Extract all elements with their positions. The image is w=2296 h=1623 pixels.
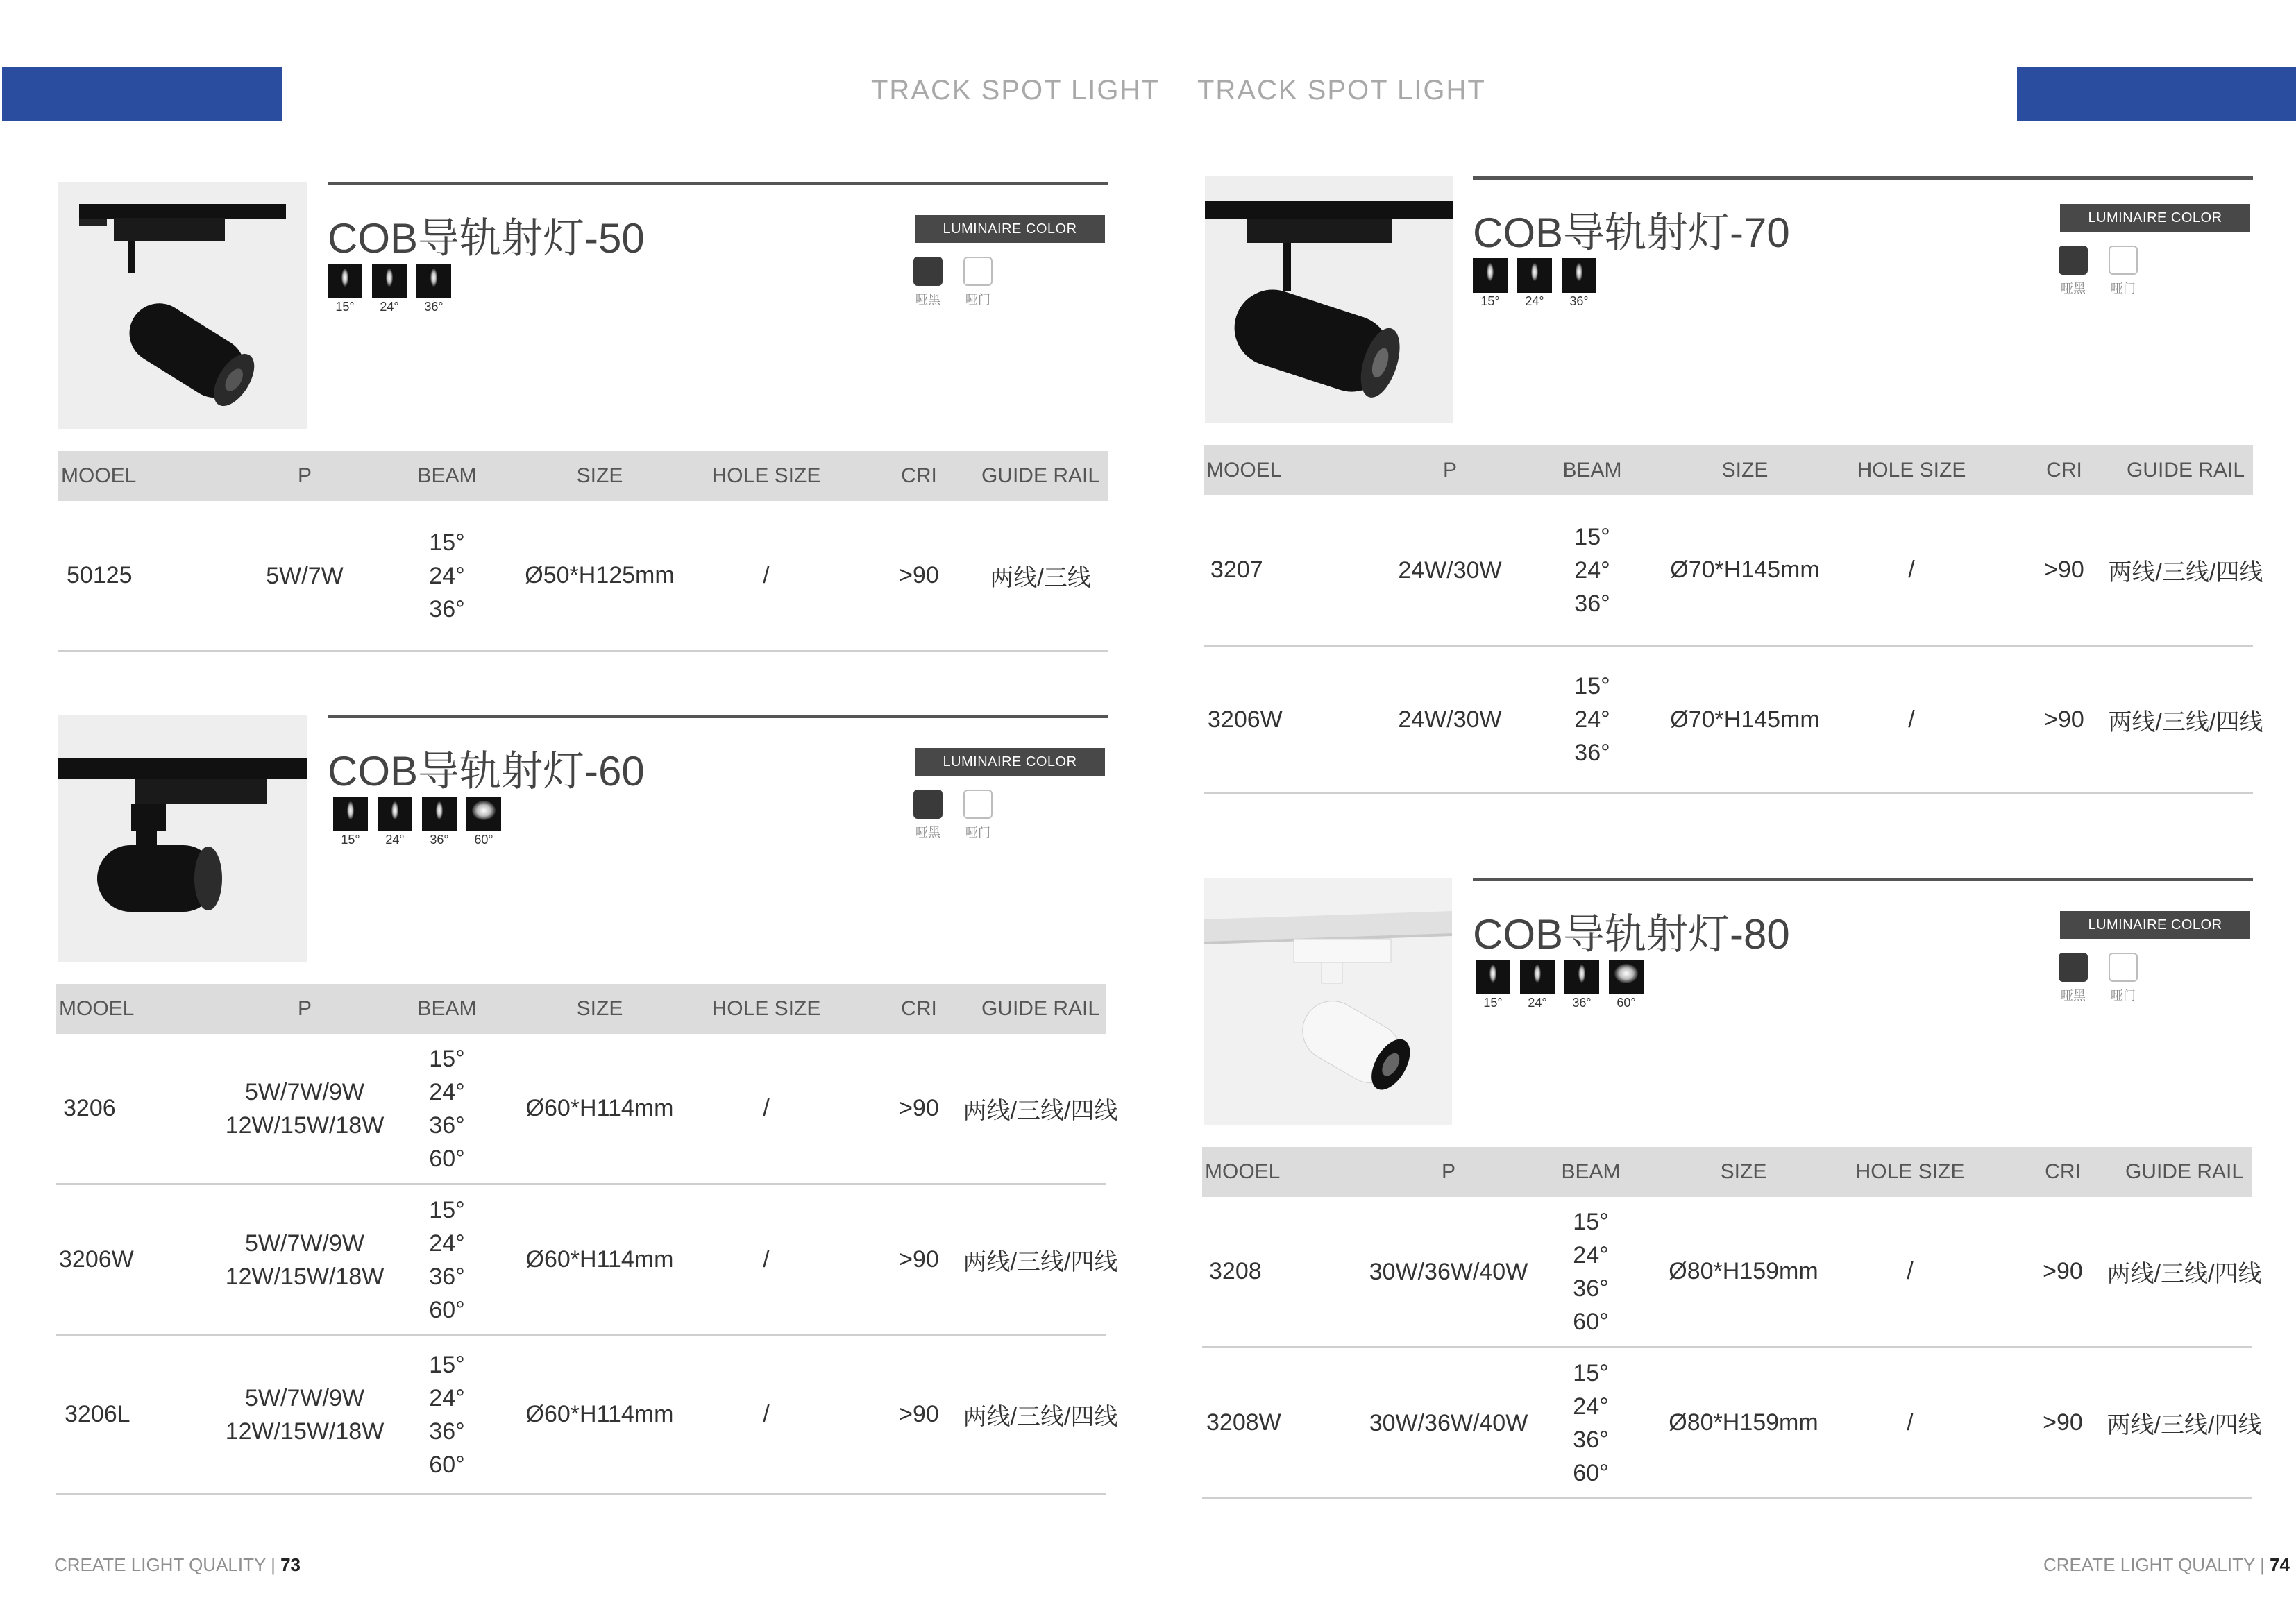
beam-icon <box>328 264 362 314</box>
beam-icon <box>1609 960 1644 1010</box>
swatch-black <box>913 257 943 308</box>
track-light-illustration <box>1204 878 1452 1125</box>
cell-guide-rail: 两线/三线/四线 <box>2108 559 2263 586</box>
track-light-illustration <box>58 182 307 429</box>
cell-size: Ø60*H114mm <box>525 1095 674 1121</box>
header-model: MOOEL <box>1206 459 1282 482</box>
beam-value: 15° <box>1573 1208 1609 1235</box>
beam-value: 60° <box>429 1296 465 1323</box>
power-line: 12W/15W/18W <box>225 1418 385 1445</box>
beam-pattern-icon <box>1564 960 1599 994</box>
spec-table <box>58 451 1108 652</box>
cell-size: Ø60*H114mm <box>525 1246 674 1273</box>
header-hole-size: HOLE SIZE <box>1855 1160 1965 1183</box>
cell-beam <box>378 1034 516 1183</box>
cell-guide-rail: 两线/三线/四线 <box>963 1404 1118 1430</box>
cell-hole-size: / <box>1908 556 1915 583</box>
beam-label: 15° <box>1480 294 1500 308</box>
header-beam: BEAM <box>1561 1160 1621 1183</box>
cell-guide-rail: 两线/三线/四线 <box>963 1249 1118 1275</box>
product-cob-50 <box>58 182 1108 668</box>
swatch-label: 哑门 <box>2111 282 2136 296</box>
beam-value: 36° <box>429 1418 465 1445</box>
header-power: P <box>297 464 312 487</box>
cell-cri: >90 <box>2043 1258 2083 1284</box>
header-size: SIZE <box>576 997 623 1020</box>
beam-pattern-icon <box>422 797 457 831</box>
swatch-white <box>963 790 993 841</box>
swatch-label: 哑黑 <box>915 826 940 840</box>
power-line: 30W/36W/40W <box>1369 1258 1528 1285</box>
header-power: P <box>1441 1160 1455 1183</box>
cell-guide-rail: 两线/三线/四线 <box>2107 1412 2262 1438</box>
cell-beam <box>378 1336 516 1493</box>
cell-power <box>218 1336 391 1493</box>
spec-header-row <box>1204 445 2253 495</box>
header-power: P <box>297 997 312 1020</box>
table-row <box>1204 647 2263 794</box>
spec-table <box>56 984 1118 1495</box>
table-row <box>56 1034 1118 1185</box>
beam-value: 15° <box>1574 523 1610 550</box>
beam-pattern-icon <box>1473 258 1508 293</box>
product-title: COB导轨射灯-50 <box>328 215 645 262</box>
color-box <box>913 790 943 819</box>
cell-power <box>218 1185 391 1334</box>
header-size: SIZE <box>576 464 623 487</box>
header-power: P <box>1442 459 1457 482</box>
cell-beam <box>1523 647 1662 792</box>
power-line: 5W/7W/9W <box>245 1078 364 1105</box>
beam-value: 36° <box>1573 1426 1609 1453</box>
cell-hole-size: / <box>1907 1409 1914 1436</box>
power-line: 5W/7W/9W <box>245 1230 364 1257</box>
beam-label: 24° <box>385 833 405 847</box>
cell-beam <box>1523 495 1662 645</box>
beam-label: 24° <box>1525 294 1544 308</box>
header-cri: CRI <box>901 464 937 487</box>
product-photo <box>58 715 307 962</box>
beam-label: 15° <box>335 300 355 314</box>
luminaire-swatches <box>913 257 993 308</box>
header-size: SIZE <box>1721 459 1769 482</box>
header-model: MOOEL <box>59 997 135 1020</box>
cell-beam <box>1521 1348 1660 1497</box>
luminaire-color-label: LUMINAIRE COLOR <box>915 215 1105 243</box>
footer-separator: | <box>271 1554 276 1575</box>
beam-value: 15° <box>429 529 465 556</box>
beam-pattern-icon <box>372 264 407 298</box>
cell-power <box>1362 1348 1535 1497</box>
product-title: COB导轨射灯-70 <box>1473 210 1790 256</box>
beam-value: 36° <box>429 595 465 622</box>
spec-header-row <box>56 984 1106 1034</box>
beam-label: 60° <box>474 833 493 847</box>
header-guide-rail: GUIDE RAIL <box>2126 459 2245 482</box>
header-model: MOOEL <box>1205 1160 1281 1183</box>
beam-pattern-icon <box>378 797 412 831</box>
cell-model: 3206W <box>59 1246 134 1273</box>
beam-value: 24° <box>1573 1393 1609 1420</box>
cell-power <box>218 501 391 650</box>
beam-value: 36° <box>429 1263 465 1290</box>
cell-model: 50125 <box>67 562 133 588</box>
beam-label: 15° <box>341 833 360 847</box>
header-hole-size: HOLE SIZE <box>711 997 821 1020</box>
beam-icons <box>333 797 501 847</box>
beam-icon <box>378 797 412 847</box>
page-number: 73 <box>280 1554 301 1575</box>
swatch-white <box>2109 246 2138 297</box>
beam-icon <box>1520 960 1555 1010</box>
beam-value: 15° <box>1573 1359 1609 1386</box>
beam-value: 60° <box>1573 1308 1609 1335</box>
beam-value: 36° <box>1574 590 1610 617</box>
cell-beam <box>1521 1197 1660 1346</box>
product-cob-60 <box>58 715 1118 1513</box>
right-accent-bar <box>2017 67 2296 121</box>
beam-value: 15° <box>429 1045 465 1072</box>
product-cob-80 <box>1204 878 2262 1516</box>
color-box <box>2059 246 2088 275</box>
beam-value: 36° <box>1574 740 1610 766</box>
cell-cri: >90 <box>2044 556 2084 583</box>
beam-value: 60° <box>429 1451 465 1478</box>
beam-label: 60° <box>1617 996 1636 1010</box>
cell-power <box>1362 1197 1535 1346</box>
cell-hole-size: / <box>763 562 770 588</box>
cell-cri: >90 <box>2043 1409 2083 1436</box>
cell-size: Ø70*H145mm <box>1670 556 1820 583</box>
cell-size: Ø60*H114mm <box>525 1401 674 1427</box>
swatch-label: 哑黑 <box>2061 989 2086 1003</box>
beam-pattern-icon <box>1520 960 1555 994</box>
luminaire-swatches <box>2059 953 2138 1004</box>
luminaire-color-label: LUMINAIRE COLOR <box>915 748 1105 776</box>
footer-separator: | <box>2260 1554 2265 1575</box>
beam-pattern-icon <box>333 797 368 831</box>
product-photo <box>58 182 307 429</box>
luminaire-color-label: LUMINAIRE COLOR <box>2060 911 2250 939</box>
swatch-label: 哑门 <box>2111 989 2136 1003</box>
power-line: 5W/7W <box>266 562 344 589</box>
beam-icon <box>1473 258 1508 309</box>
color-box <box>2109 246 2138 275</box>
beam-label: 24° <box>1528 996 1547 1010</box>
beam-value: 15° <box>1574 673 1610 699</box>
header-hole-size: HOLE SIZE <box>711 464 821 487</box>
swatch-label: 哑黑 <box>915 293 940 307</box>
section-rule <box>328 715 1108 718</box>
beam-pattern-icon <box>1517 258 1552 293</box>
table-row <box>1202 1197 2262 1348</box>
cell-model: 3208 <box>1209 1258 1262 1284</box>
beam-icon <box>333 797 368 847</box>
product-title: COB导轨射灯-80 <box>1473 911 1790 958</box>
cell-model: 3206 <box>63 1095 116 1121</box>
beam-value: 24° <box>1574 556 1610 584</box>
power-line: 12W/15W/18W <box>225 1112 385 1139</box>
track-light-illustration <box>1205 176 1453 423</box>
table-row <box>1202 1348 2262 1499</box>
header-guide-rail: GUIDE RAIL <box>2125 1160 2244 1183</box>
header-cri: CRI <box>2045 1160 2081 1183</box>
beam-label: 24° <box>380 300 399 314</box>
beam-icons <box>1476 960 1644 1010</box>
product-photo <box>1204 878 1452 1125</box>
footer-left <box>54 1554 301 1576</box>
beam-value: 24° <box>429 1384 465 1411</box>
cell-size: Ø70*H145mm <box>1670 706 1820 733</box>
swatch-black <box>2059 953 2088 1004</box>
beam-pattern-icon <box>1476 960 1510 994</box>
cell-power <box>218 1034 391 1183</box>
right-page-title: TRACK SPOT LIGHT <box>1197 75 1486 105</box>
color-box <box>963 790 993 819</box>
beam-icon <box>1476 960 1510 1010</box>
beam-value: 24° <box>429 1078 465 1105</box>
swatch-white <box>963 257 993 308</box>
cell-guide-rail: 两线/三线/四线 <box>2108 708 2263 736</box>
beam-icons <box>1473 258 1596 309</box>
footer-tagline: CREATE LIGHT QUALITY <box>2043 1554 2255 1575</box>
beam-pattern-icon <box>328 264 362 298</box>
beam-icon <box>372 264 407 314</box>
beam-value: 36° <box>1573 1275 1609 1302</box>
beam-icon <box>1564 960 1599 1010</box>
cell-cri: >90 <box>899 1246 939 1273</box>
power-line: 24W/30W <box>1398 556 1502 584</box>
cell-guide-rail: 两线/三线/四线 <box>963 1098 1118 1124</box>
power-line: 24W/30W <box>1398 706 1502 733</box>
footer-tagline: CREATE LIGHT QUALITY <box>54 1554 266 1575</box>
track-light-illustration <box>58 715 307 962</box>
beam-icon <box>1562 258 1596 309</box>
color-box <box>2059 953 2088 982</box>
beam-label: 36° <box>1569 294 1589 308</box>
beam-value: 60° <box>429 1145 465 1172</box>
table-row <box>56 1185 1118 1336</box>
beam-pattern-icon <box>1609 960 1644 994</box>
cell-beam <box>378 501 516 650</box>
power-line: 12W/15W/18W <box>225 1263 385 1290</box>
beam-icon <box>416 264 451 314</box>
cell-power <box>1363 495 1537 645</box>
cell-hole-size: / <box>763 1095 770 1121</box>
cell-model: 3207 <box>1210 556 1263 583</box>
spec-header-row <box>1202 1147 2252 1197</box>
beam-value: 15° <box>429 1196 465 1223</box>
cell-guide-rail: 两线/三线 <box>990 565 1091 591</box>
header-guide-rail: GUIDE RAIL <box>981 997 1100 1020</box>
luminaire-swatches <box>2059 246 2138 297</box>
swatch-black <box>913 790 943 841</box>
cell-cri: >90 <box>899 1401 939 1427</box>
header-beam: BEAM <box>1562 459 1622 482</box>
product-title: COB导轨射灯-60 <box>328 748 645 794</box>
beam-value: 36° <box>429 1112 465 1139</box>
beam-value: 15° <box>429 1351 465 1378</box>
cell-model: 3206W <box>1208 706 1283 733</box>
header-guide-rail: GUIDE RAIL <box>981 464 1100 487</box>
swatch-black <box>2059 246 2088 297</box>
header-size: SIZE <box>1720 1160 1767 1183</box>
product-photo <box>1205 176 1453 423</box>
beam-icon <box>422 797 457 847</box>
section-rule <box>1473 176 2253 180</box>
cell-size: Ø80*H159mm <box>1669 1409 1818 1436</box>
header-beam: BEAM <box>417 464 477 487</box>
beam-label: 36° <box>430 833 449 847</box>
left-page-title: TRACK SPOT LIGHT <box>871 75 1160 105</box>
header-model: MOOEL <box>61 464 137 487</box>
cell-hole-size: / <box>1908 706 1915 733</box>
header-cri: CRI <box>2046 459 2082 482</box>
header-cri: CRI <box>901 997 937 1020</box>
product-cob-70 <box>1204 176 2263 815</box>
beam-label: 36° <box>1572 996 1592 1010</box>
table-row <box>58 501 1108 652</box>
beam-value: 60° <box>1573 1459 1609 1486</box>
header-hole-size: HOLE SIZE <box>1857 459 1966 482</box>
cell-size: Ø80*H159mm <box>1669 1258 1818 1284</box>
luminaire-swatches <box>913 790 993 841</box>
beam-label: 15° <box>1483 996 1503 1010</box>
cell-cri: >90 <box>2044 706 2084 733</box>
color-box <box>963 257 993 286</box>
page-number: 74 <box>2270 1554 2290 1575</box>
footer-right <box>2043 1554 2290 1576</box>
section-rule <box>1473 878 2253 881</box>
beam-icon <box>466 797 501 847</box>
swatch-label: 哑门 <box>965 826 990 840</box>
beam-pattern-icon <box>466 797 501 831</box>
power-line: 5W/7W/9W <box>245 1384 364 1411</box>
section-rule <box>328 182 1108 185</box>
header-beam: BEAM <box>417 997 477 1020</box>
beam-icons <box>328 264 451 314</box>
swatch-label: 哑黑 <box>2061 282 2086 296</box>
cell-power <box>1363 647 1537 792</box>
beam-label: 36° <box>424 300 444 314</box>
cell-guide-rail: 两线/三线/四线 <box>2107 1261 2262 1287</box>
beam-value: 24° <box>429 562 465 589</box>
spec-table <box>1204 445 2263 794</box>
cell-model: 3206L <box>65 1401 130 1427</box>
cell-size: Ø50*H125mm <box>525 562 675 588</box>
cell-hole-size: / <box>763 1246 770 1273</box>
cell-cri: >90 <box>899 1095 939 1121</box>
power-line: 30W/36W/40W <box>1369 1409 1528 1436</box>
beam-value: 24° <box>1573 1241 1609 1268</box>
spec-table <box>1202 1147 2262 1499</box>
cell-beam <box>378 1185 516 1334</box>
swatch-label: 哑门 <box>965 293 990 307</box>
table-row <box>56 1336 1118 1495</box>
table-row <box>1204 495 2263 647</box>
left-accent-bar <box>2 67 282 121</box>
beam-pattern-icon <box>416 264 451 298</box>
cell-cri: >90 <box>899 562 939 588</box>
color-box <box>913 257 943 286</box>
beam-value: 24° <box>429 1230 465 1257</box>
cell-model: 3208W <box>1206 1409 1281 1436</box>
cell-hole-size: / <box>1907 1258 1914 1284</box>
beam-value: 24° <box>1574 706 1610 733</box>
color-box <box>2109 953 2138 982</box>
beam-pattern-icon <box>1562 258 1596 293</box>
cell-hole-size: / <box>763 1401 770 1427</box>
beam-icon <box>1517 258 1552 309</box>
swatch-white <box>2109 953 2138 1004</box>
luminaire-color-label: LUMINAIRE COLOR <box>2060 204 2250 232</box>
spec-header-row <box>58 451 1108 501</box>
